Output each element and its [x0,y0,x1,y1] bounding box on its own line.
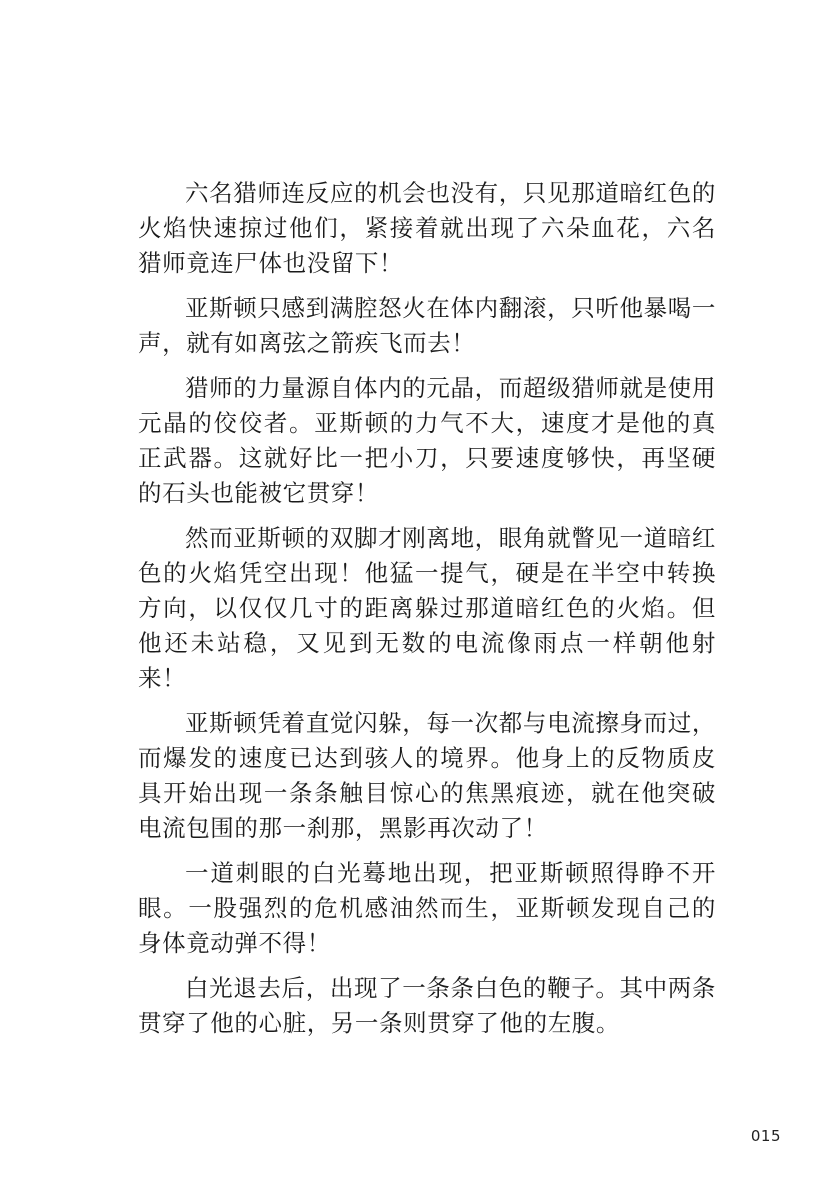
page-body-text [138,176,716,1051]
paragraph: 亚斯顿凭着直觉闪躲，每一次都与电流擦身而过，而爆发的速度已达到骇人的境界。他身上的反物质皮具开始出现一条条触目惊心的焦黑痕迹，就在他突破电流包围的那一刹那，黑影再次动了！ [138,709,716,842]
paragraph: 一道刺眼的白光蓦地出现，把亚斯顿照得睁不开眼。一股强烈的危机感油然而生，亚斯顿发现自己的身体竟动弹不得！ [138,859,716,957]
paragraph: 六名猎师连反应的机会也没有，只见那道暗红色的火焰快速掠过他们，紧接着就出现了六朵血花，六名猎师竟连尸体也没留下！ [138,179,716,277]
page-number: 015 [750,1127,781,1145]
paragraph: 然而亚斯顿的双脚才刚离地，眼角就瞥见一道暗红色的火焰凭空出现！他猛一提气，硬是在半空中转换方向，以仅仅几寸的距离躲过那道暗红色的火焰。但他还未站稳，又见到无数的电流像雨点一样朝他射来！ [138,524,716,692]
paragraph: 猎师的力量源自体内的元晶，而超级猎师就是使用元晶的佼佼者。亚斯顿的力气不大，速度才是他的真正武器。这就好比一把小刀，只要速度够快，再坚硬的石头也能被它贯穿！ [138,374,716,507]
paragraph: 亚斯顿只感到满腔怒火在体内翻滚，只听他暴喝一声，就有如离弦之箭疾飞而去！ [138,294,716,357]
paragraph: 白光退去后，出现了一条条白色的鞭子。其中两条贯穿了他的心脏，另一条则贯穿了他的左腹。 [138,974,716,1037]
